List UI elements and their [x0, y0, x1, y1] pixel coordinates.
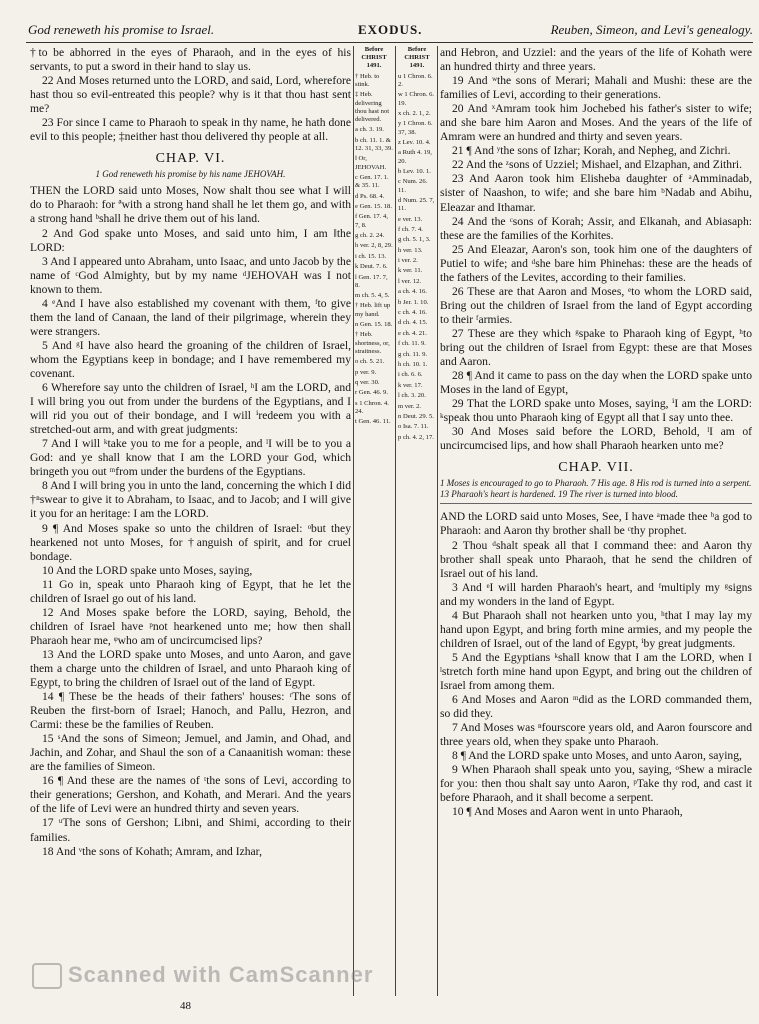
running-header [28, 22, 753, 42]
margin-note: n Gen. 15. 18. [355, 321, 393, 329]
margin-note: o Isa. 7. 11. [398, 423, 429, 431]
camscanner-logo-icon [32, 963, 62, 989]
verse: 8 And I will bring you in unto the land, concerning the which I did †ⁿswear to give it to Abraham, to Isaac, and to Jacob; and I will give it you for an heritage: I am the LORD. [30, 479, 351, 521]
margin-note: i ch. 15. 13. [355, 252, 387, 260]
margin-note: y 1 Chron. 6. 37, 38. [398, 120, 433, 136]
margin-note: e Gen. 15. 18. [355, 202, 392, 210]
verse: 17 ᵘThe sons of Gershon; Libni, and Shimi, according to their families. [30, 816, 351, 844]
verse: 23 For since I came to Pharaoh to speak in thy name, he hath done evil to this people; ‡neither hast thou delivered thy people at all. [30, 116, 351, 144]
verse: 26 These are that Aaron and Moses, ᵉto whom the LORD said, Bring out the children of Israel from the land of Egypt according to their ᶠarmies. [440, 284, 752, 326]
verse: THEN the LORD said unto Moses, Now shalt thou see what I will do to Pharaoh: for ªwith a strong hand shall he let them go, and with a strong hand ᵇshall he drive them out of his land. [30, 184, 351, 226]
verse: 2 And God spake unto Moses, and said unto him, I am ‖the LORD: [30, 226, 351, 254]
margin-note: h ver. 13. [398, 246, 423, 254]
verse: 4 But Pharaoh shall not hearken unto you, ʰthat I may lay my hand upon Egypt, and bring forth mine armies, and my people the children of Israel, out of the land of Egypt, ⁱby great judgments. [440, 608, 752, 650]
margin-note: f Gen. 17. 4, 7, 8. [355, 213, 388, 229]
margin-references-b [398, 46, 436, 996]
margin-note: g ch. 5. 1, 3. [398, 236, 431, 244]
margin-note: g ch. 2. 24. [355, 231, 385, 239]
right-text-column [440, 46, 752, 1006]
left-text-column [30, 46, 351, 1006]
verse: 5 And the Egyptians ᵏshall know that I am the LORD, when I ˡstretch forth mine hand upon Egypt, and bring out the children of Israel from among them. [440, 650, 752, 692]
scanner-watermark [32, 962, 373, 989]
margin-note: e ch. 4. 21. [398, 329, 427, 337]
margin-note: a ch. 3. 19. [355, 126, 384, 134]
margin-note: w 1 Chron. 6. 19. [398, 91, 435, 107]
margin-note: n Deut. 29. 5. [398, 412, 434, 420]
verse: 8 ¶ And the LORD spake unto Moses, and unto Aaron, saying, [452, 749, 742, 763]
verse: 22 And Moses returned unto the LORD, and said, Lord, wherefore hast thou so evil-entreated this people? why is it that thou hast sent me? [30, 74, 351, 116]
margin-note: m ch. 5. 4, 5. [355, 292, 390, 300]
margin-note: b ch. 11. 1. & 12. 31, 33, 39. [355, 136, 393, 152]
margin-note: h ver. 2, 8, 29. [355, 242, 393, 250]
margin-note: c Num. 26. 11. [398, 178, 428, 194]
margin-references-a [355, 46, 393, 996]
margin-note: g ch. 11. 9. [398, 350, 428, 358]
verse: 7 And I will ᵏtake you to me for a people, and ˡI will be to you a God: and ye shall know that I am the LORD your God, which bringeth you out ᵐfrom under the burdens of the Egyptians. [30, 437, 351, 479]
margin-note: d Num. 25. 7, 11. [398, 196, 435, 213]
verse: 21 ¶ And ʸthe sons of Izhar; Korah, and Nepheg, and Zichri. [452, 144, 731, 158]
verse: 3 And ᵉI will harden Pharaoh's heart, and ᶠmultiply my ᵍsigns and my wonders in the land of Egypt. [440, 580, 752, 608]
column-divider [395, 46, 396, 996]
margin-header: Before CHRIST 1491. [404, 46, 430, 70]
verse: 13 And the LORD spake unto Moses, and unto Aaron, and gave them a charge unto the children of Israel, and unto Pharaoh king of Egypt, to bring the children of Israel out of the land of Egypt. [30, 647, 351, 690]
chapter-heading-6: CHAP. VI. [155, 151, 226, 167]
verse: 18 And ᵛthe sons of Kohath; Amram, and Izhar, [42, 844, 262, 858]
margin-note: i ver. 2. [398, 257, 418, 265]
margin-note: p ver. 9. [355, 368, 377, 376]
margin-note: ‡ Heb. delivering thou hast not delivered. [355, 91, 390, 123]
margin-note: f ch. 11. 9. [398, 340, 426, 348]
margin-note: z Lev. 10. 4. [398, 138, 431, 146]
verse: 2 Thou ᵈshalt speak all that I command thee: and Aaron thy brother shall speak unto Pharaoh, that he send the children of Israel out of his land. [440, 538, 752, 580]
verse: 5 And ᵍI have also heard the groaning of the children of Israel, whom the Egyptians keep in bondage; and I have remembered my covenant. [30, 338, 351, 380]
margin-note: q ver. 30. [355, 379, 380, 387]
margin-note: b Lev. 10. 1. [398, 167, 431, 175]
verse: 10 And the LORD spake unto Moses, saying, [42, 563, 253, 577]
verse: 11 Go in, speak unto Pharaoh king of Egypt, that he let the children of Israel go out of his land. [30, 577, 351, 605]
header-rule [26, 42, 753, 43]
verse: AND the LORD said unto Moses, See, I have ᵃmade thee ᵇa god to Pharaoh: and Aaron thy brother shall be ᶜthy prophet. [440, 510, 752, 538]
verse: 15 ˢAnd the sons of Simeon; Jemuel, and Jamin, and Ohad, and Jachin, and Zohar, and Shaul the son of a Canaanitish woman: these are the families of Simeon. [30, 732, 351, 774]
margin-note: a ch. 4. 16. [398, 288, 427, 296]
verse: 9 ¶ And Moses spake so unto the children of Israel: ᵒbut they hearkened not unto Moses, for †anguish of spirit, and for cruel bondage. [30, 521, 351, 563]
margin-note: x ch. 2. 1, 2. [398, 109, 431, 117]
chapter-heading-7: CHAP. VII. [558, 460, 634, 476]
margin-note: r Gen. 46. 9. [355, 389, 388, 397]
verse: 6 Wherefore say unto the children of Israel, ʰI am the LORD, and I will bring you out from under the burdens of the Egyptians, and I will rid you out of their bondage, and I will ⁱredeem you with a stretched-out arm, and with great judgments: [30, 381, 351, 437]
margin-note: k ver. 11. [398, 267, 423, 275]
verse: 3 And I appeared unto Abraham, unto Isaac, and unto Jacob by the name of ᶜGod Almighty, but by my name ᵈJEHOVAH was I not known to them. [30, 254, 351, 296]
verse: 22 And the ᶻsons of Uzziel; Mishael, and Elzaphan, and Zithri. [452, 158, 743, 172]
chapter-7-summary: 1 Moses is encouraged to go to Pharaoh. 7 His age. 8 His rod is turned into a serpent. 13 Pharaoh's heart is hardened. 19 The river is turned into blood. [440, 478, 752, 504]
page-number: 48 [180, 1000, 191, 1012]
margin-note: s 1 Chron. 4. 24. [355, 399, 389, 416]
margin-note: d Ps. 68. 4. [355, 192, 385, 200]
verse: 30 And Moses said before the LORD, Behold, ˡI am of uncircumcised lips, and how shall Pharaoh hearken unto me? [440, 425, 752, 453]
margin-note: † Heb. shortness, or, straitness. [355, 331, 390, 355]
column-divider [437, 46, 438, 996]
margin-note: ‖ Or, JEHOVAH. [355, 155, 387, 171]
margin-note: † Heb. to stink. [355, 72, 380, 88]
verse: 7 And Moses was ⁿfourscore years old, and Aaron fourscore and three years old, when they spake unto Pharaoh. [440, 721, 752, 749]
margin-note: l Gen. 17. 7, 8. [355, 273, 388, 289]
header-left: God reneweth his promise to Israel. [28, 22, 215, 37]
verse: 14 ¶ These be the heads of their fathers' houses: ʳThe sons of Reuben the first-born of Israel; Hanoch, and Pallu, Hezron, and Carmi: these be the families of Reuben. [30, 690, 351, 732]
verse: 23 And Aaron took him Elisheba daughter of ᵃAmminadab, sister of Naashon, to wife; and she bare him ᵇNadab and Abihu, Eleazar and Ithamar. [440, 172, 752, 214]
margin-note: c ch. 4. 16. [398, 309, 427, 317]
verse: 9 When Pharaoh shall speak unto you, saying, ᵒShew a miracle for you: then thou shalt say unto Aaron, ᵖTake thy rod, and cast it before Pharaoh, and it shall become a serpent. [440, 763, 752, 805]
chapter-6-summary: 1 God reneweth his promise by his name JEHOVAH. [95, 169, 286, 180]
margin-note: f ch. 7. 4. [398, 225, 423, 233]
margin-header: Before CHRIST 1491. [361, 46, 387, 70]
margin-note: m ver. 2. [398, 402, 422, 410]
margin-note: b Jer. 1. 10. [398, 298, 429, 306]
margin-note: h ch. 10. 1. [398, 361, 428, 368]
margin-note: u 1 Chron. 6. 2. [398, 72, 433, 88]
margin-note: l ch. 3. 20. [398, 392, 426, 400]
verse: 24 And the ᶜsons of Korah; Assir, and Elkanah, and Abiasaph: these are the families of the Korhites. [440, 214, 752, 242]
verse: 12 And Moses spake before the LORD, saying, Behold, the children of Israel have ᵖnot hearkened unto me; how then shall Pharaoh hear me, ᵠwho am of uncircumcised lips? [30, 605, 351, 647]
verse: 27 These are they which ᵍspake to Pharaoh king of Egypt, ʰto bring out the children of Israel from Egypt: these are that Moses and Aaron. [440, 326, 752, 369]
margin-note: o ch. 5. 21. [355, 358, 385, 366]
header-book-title: EXODUS. [358, 22, 423, 37]
verse: and Hebron, and Uzziel: and the years of the life of Kohath were an hundred thirty and three years. [440, 46, 752, 74]
margin-note: a Ruth 4. 19, 20. [398, 149, 432, 165]
verse: 4 ᵉAnd I have also established my covenant with them, ᶠto give them the land of Canaan, the land of their pilgrimage, wherein they were strangers. [30, 296, 351, 338]
column-divider [353, 46, 354, 996]
margin-note: e ver. 13. [398, 215, 423, 223]
margin-note: d ch. 4. 15. [398, 319, 428, 327]
verse: 10 ¶ And Moses and Aaron went in unto Pharaoh, [452, 805, 683, 819]
verse: 29 That the LORD spake unto Moses, saying, ⁱI am the LORD: ᵏspeak thou unto Pharaoh king of Egypt all that I say unto thee. [440, 397, 752, 425]
verse: 19 And ʷthe sons of Merari; Mahali and Mushi: these are the families of Levi, according to their generations. [440, 74, 752, 102]
margin-note: k ver. 17. [398, 381, 423, 389]
margin-note: i ch. 6. 6. [398, 371, 423, 379]
header-right: Reuben, Simeon, and Levi's genealogy. [550, 22, 753, 37]
margin-note: p ch. 4. 2, 17. [398, 433, 434, 441]
verse: 28 ¶ And it came to pass on the day when the LORD spake unto Moses in the land of Egypt, [440, 369, 752, 397]
verse: 20 And ˣAmram took him Jochebed his father's sister to wife; and she bare him Aaron and Moses. And the years of the life of Amram were an hundred and thirty and seven years. [440, 102, 752, 144]
verse: †to be abhorred in the eyes of Pharaoh, and in the eyes of his servants, to put a sword in their hand to slay us. [30, 46, 351, 74]
margin-note: t Gen. 46. 11. [355, 418, 391, 426]
margin-note: c Gen. 17. 1. & 35. 11. [355, 173, 389, 190]
verse: 25 And Eleazar, Aaron's son, took him one of the daughters of Putiel to wife; and ᵈshe bare him Phinehas: these are the heads of the fathers of the Levites, according to their families. [440, 242, 752, 284]
margin-note: l ver. 12. [398, 277, 422, 285]
verse: 16 ¶ And these are the names of ᵗthe sons of Levi, according to their generations; Gershon, and Kohath, and Merari. And the years of the life of Levi were an hundred thirty and seven years. [30, 774, 351, 816]
watermark-text: Scanned with CamScanner [68, 962, 374, 987]
margin-note: † Heb. lift up my hand. [355, 302, 391, 318]
verse: 6 And Moses and Aaron ᵐdid as the LORD commanded them, so did they. [440, 693, 752, 721]
margin-note: k Deut. 7. 6. [355, 263, 388, 271]
